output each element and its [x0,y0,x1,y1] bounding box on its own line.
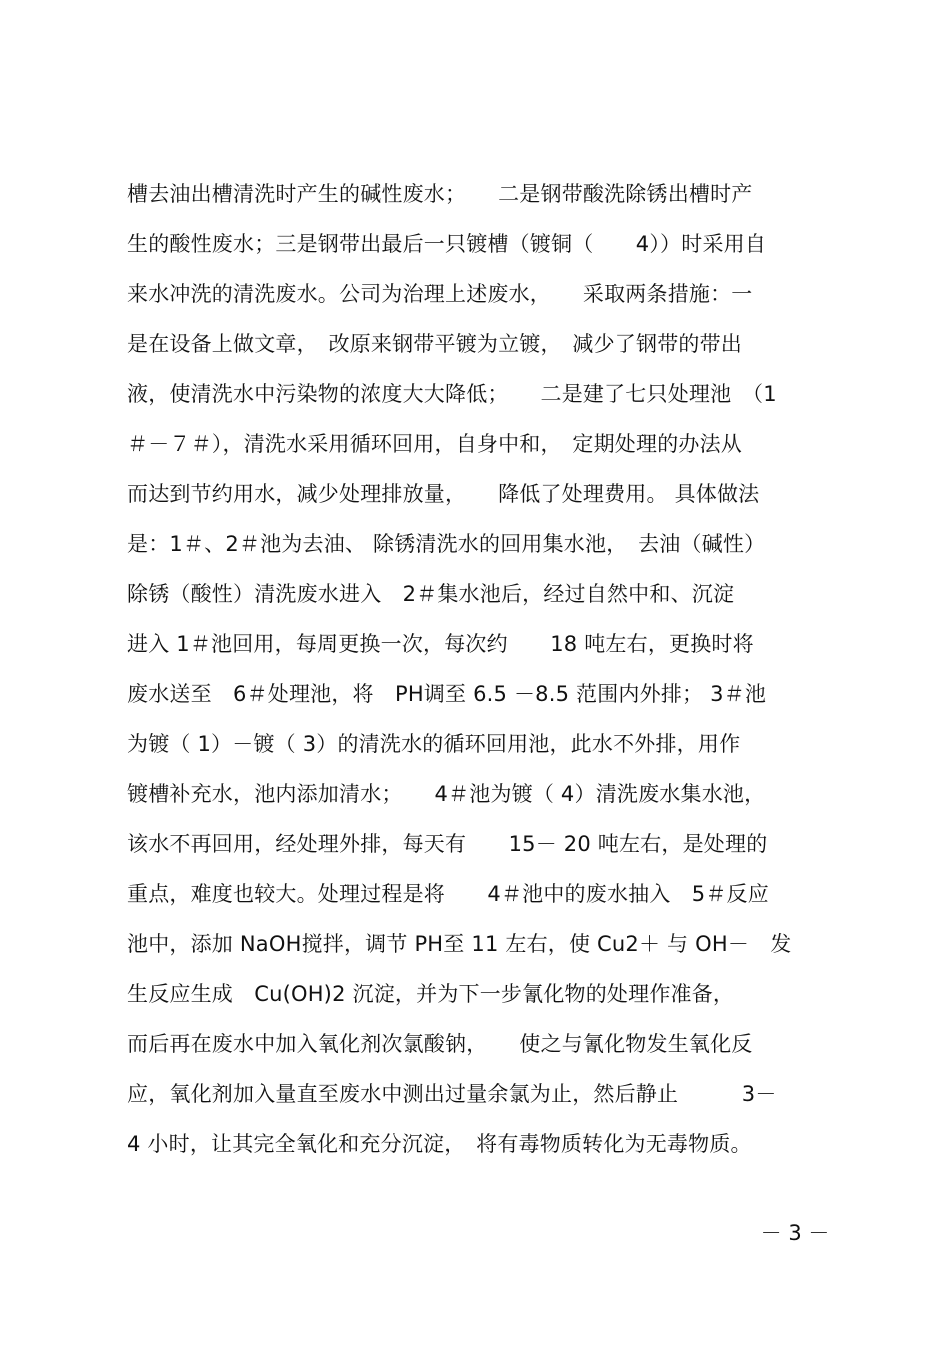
text-line-8: 是：1＃、2＃池为去油、 除锈清洗水的回用集水池， 去油（碱性） [127,532,766,556]
text-line-12: 为镀（ 1）－镀（ 3）的清洗水的循环回用池，此水不外排，用作 [127,732,741,756]
text-line-9: 除锈（酸性）清洗废水进入 2＃集水池后，经过自然中和、沉淀 [127,582,735,606]
text-line-2: 生的酸性废水；三是钢带出最后一只镀槽（镀铜（ 4））时采用自 [127,232,767,256]
text-line-14: 该水不再回用，经处理外排，每天有 15－ 20 吨左右，是处理的 [127,832,768,856]
text-line-1: 槽去油出槽清洗时产生的碱性废水； 二是钢带酸洗除锈出槽时产 [127,182,753,206]
text-line-10: 进入 1＃池回用，每周更换一次，每次约 18 吨左右，更换时将 [127,632,754,656]
text-line-15: 重点，难度也较大。处理过程是将 4＃池中的废水抽入 5＃反应 [127,882,769,906]
text-line-5: 液，使清洗水中污染物的浓度大大降低； 二是建了七只处理池 （1 [127,382,777,406]
page-number: － 3 － [760,1221,830,1245]
text-line-3: 来水冲洗的清洗废水。公司为治理上述废水， 采取两条措施：一 [127,282,753,306]
text-line-16: 池中，添加 NaOH搅拌，调节 PH至 11 左右，使 Cu2＋ 与 OH－ 发 [127,932,792,956]
text-line-17: 生反应生成 Cu(OH)2 沉淀，并为下一步氰化物的处理作准备， [127,982,735,1006]
text-line-4: 是在设备上做文章， 改原来钢带平镀为立镀， 减少了钢带的带出 [127,332,742,356]
text-line-13: 镀槽补充水，池内添加清水； 4＃池为镀（ 4）清洗废水集水池， [127,782,766,806]
text-line-7: 而达到节约用水，减少处理排放量， 降低了处理费用。 具体做法 [127,482,760,506]
text-line-6: ＃－７＃），清洗水采用循环回用，自身中和， 定期处理的办法从 [127,432,742,456]
text-line-11: 废水送至 6＃处理池，将 PH调至 6.5 －8.5 范围内外排； 3＃池 [127,682,767,706]
text-line-18: 而后再在废水中加入氧化剂次氯酸钠， 使之与氰化物发生氧化反 [127,1032,753,1056]
body-text [127,172,837,1172]
text-line-20: 4 小时，让其完全氧化和充分沉淀， 将有毒物质转化为无毒物质。 [127,1132,752,1156]
text-line-19: 应，氧化剂加入量直至废水中测出过量余氯为止，然后静止 3－ [127,1082,777,1106]
